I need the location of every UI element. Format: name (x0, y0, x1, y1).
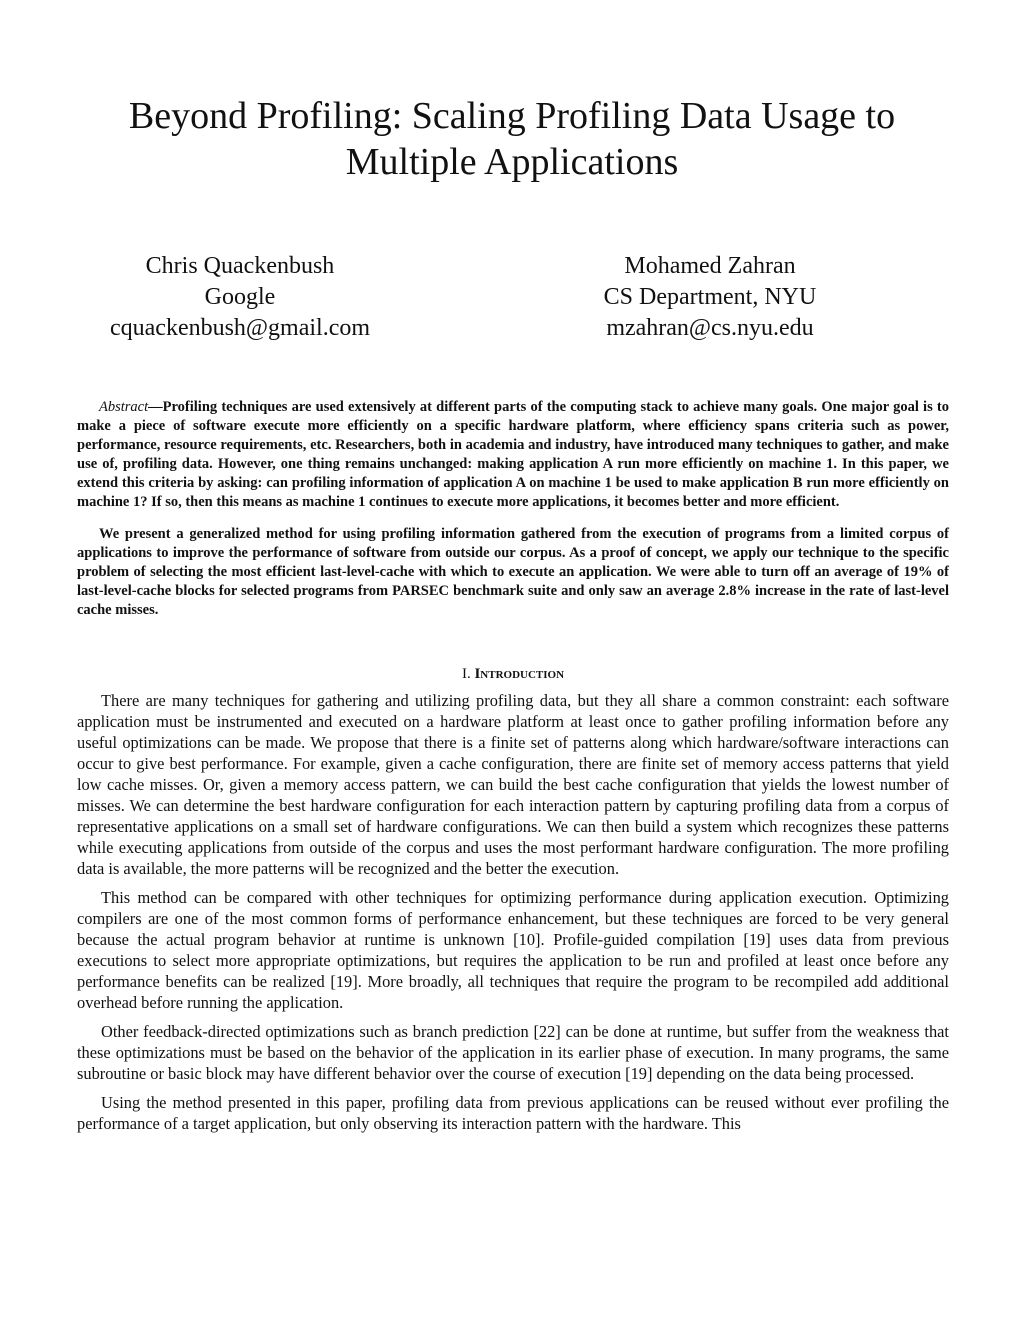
introduction-body (77, 690, 949, 1142)
section-number: I. (461, 666, 471, 682)
body-paragraph: There are many techniques for gathering and utilizing profiling data, but they all share a common constraint: each software application must be instrumented and executed on a hardware platform at least once to gather profiling information before any useful optimizations can be made. We propose that there is a finite set of patterns along which hardware/software interactions can occur to give best performance. For example, given a cache configuration, there are finite set of memory access patterns that yield low cache misses. Or, given a memory access pattern, we can build the best cache configuration that yields the lowest number of misses. We can determine the best hardware configuration for each interaction pattern by capturing profiling data from a corpus of representative applications on a small set of hardware configurations. We can then build a system which recognizes these patterns while executing applications from outside of the corpus and uses the most performant hardware configuration. The more profiling data is available, the more patterns will be recognized and the better the execution. (77, 691, 949, 878)
author-block-2 (560, 251, 860, 344)
abstract-text: Profiling techniques are used extensively at different parts of the computing stack to achieve many goals. One major goal is to make a piece of software execute more efficiently on a specific hardware platform, where efficiency spans criteria such as power, performance, resource requirements, etc. Researchers, both in academia and industry, have introduced many techniques to gather, and make use of, profiling data. However, one thing remains unchanged: making application A run more efficiently on machine 1. In this paper, we extend this criteria by asking: can profiling information of application A on machine 1 be used to make application B run more efficiently on machine 1? If so, then this means as machine 1 continues to execute more applications, it becomes better and more efficient. (77, 399, 949, 510)
body-paragraph: This method can be compared with other techniques for optimizing performance during application execution. Optimizing compilers are one of the most common forms of performance enhancement, but these techniques are forced to be very general because the actual program behavior at runtime is unknown [10]. Profile-guided compilation [19] uses data from previous executions to select more appropriate optimizations, but requires the application to be run and profiled at least once before any performance benefits can be realized [19]. More broadly, all techniques that require the program to be recompiled add additional overhead before running the application. (77, 888, 949, 1012)
abstract-paragraph-2: We present a generalized method for using profiling information gathered from the execution of programs from a limited corpus of applications to improve the performance of software from outside our corpus. As a proof of concept, we apply our technique to the specific problem of selecting the most efficient last-level-cache with which to execute an application. We were able to turn off an average of 19% of last-level-cache blocks for selected programs from PARSEC benchmark suite and only saw an average 2.8% increase in the rate of last-level cache misses. (77, 526, 949, 618)
author-name: Chris Quackenbush (145, 253, 335, 279)
body-paragraph: Other feedback-directed optimizations such as branch prediction [22] can be done at runtime, but suffer from the weakness that these optimizations must be based on the behavior of the application in its earlier phase of execution. In many programs, the same subroutine or basic block may have different behavior over the course of execution [19] depending on the data being processed. (77, 1022, 949, 1083)
author-email: mzahran@cs.nyu.edu (606, 315, 814, 341)
paper-title: Beyond Profiling: Scaling Profiling Data Usage to Multiple Applications (128, 95, 896, 183)
abstract-paragraph-1 (77, 398, 949, 512)
author-affiliation: CS Department, NYU (603, 284, 817, 310)
section-heading (77, 664, 949, 684)
author-email: cquackenbush@gmail.com (109, 315, 371, 341)
body-paragraph: Using the method presented in this paper, profiling data from previous applications can be reused without ever profiling the performance of a target application, but only observing its interaction pattern with the hardware. This (77, 1093, 949, 1133)
abstract-label: Abstract (99, 399, 149, 415)
author-name: Mohamed Zahran (624, 253, 796, 279)
abstract-dash: — (148, 399, 163, 415)
section-title: Introduction (474, 666, 565, 682)
author-block-1 (80, 251, 400, 344)
author-affiliation: Google (204, 284, 276, 310)
abstract (77, 398, 949, 633)
